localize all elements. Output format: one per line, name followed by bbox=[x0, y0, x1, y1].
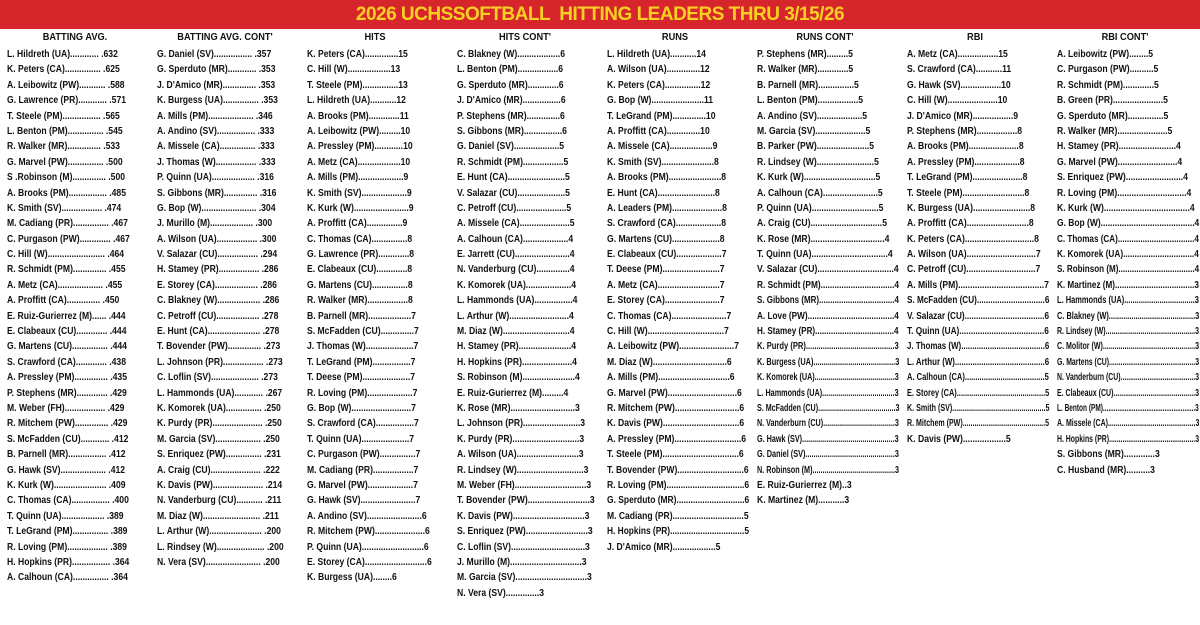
leader-row: T. Bovender (PW).............. .273 bbox=[157, 341, 281, 353]
leader-row: M. Cadiang (PR)............... .467 bbox=[7, 218, 128, 230]
leader-row: H. Stamey (PR)........................4 bbox=[1057, 141, 1181, 153]
leader-row: E. Ruiz-Gurierrez (M).........4 bbox=[457, 387, 569, 399]
leader-row: A. Proffitt (CA)..........................8 bbox=[907, 218, 1034, 230]
leader-row: R. Schmidt (PM).................5 bbox=[457, 156, 569, 168]
column-heading: HITS CONT' bbox=[498, 31, 551, 43]
leader-row: C. Hill (W).....................10 bbox=[907, 95, 1008, 107]
leader-row: E. Storey (CA)..........................6 bbox=[307, 556, 432, 568]
leader-row: T. Quinn (UA).....................................6 bbox=[907, 326, 1049, 338]
leader-row: S. McFadden (CU).......................................3 bbox=[757, 402, 900, 414]
leader-row: A. Brooks (PM).....................8 bbox=[907, 141, 1024, 153]
leader-row: J. D'Amico (MR)..................5 bbox=[607, 541, 721, 553]
leader-row: R. Mitchem (PW).............. .429 bbox=[7, 418, 128, 430]
leader-row: G. Bop (W).........................7 bbox=[307, 402, 416, 414]
leader-row: L. Benton (PM).................5 bbox=[757, 95, 864, 107]
leader-row: R. Loving (PM).................................6 bbox=[607, 479, 750, 491]
leader-list bbox=[607, 47, 750, 555]
leader-row: R. Walker (MR).................8 bbox=[307, 295, 413, 307]
leader-row: P. Quinn (UA)............................5 bbox=[757, 202, 884, 214]
leader-row: G. Marvel (PW).........................4 bbox=[1057, 156, 1183, 168]
leader-row: G. Marvel (PW).............................6 bbox=[607, 387, 742, 399]
leader-row: A. Pressley (PM)............10 bbox=[307, 141, 413, 153]
leader-row: E. Storey (CA).......................7 bbox=[607, 295, 725, 307]
leader-row: P. Stephens (MR)............. .429 bbox=[7, 387, 127, 399]
leader-list bbox=[7, 47, 150, 586]
leader-row: C. Hill (W)........................ .464 bbox=[7, 249, 125, 261]
leader-row: E. Storey (CA).................. .286 bbox=[157, 279, 277, 291]
leader-row: G. Marvel (PW)............... .500 bbox=[7, 156, 123, 168]
leader-row: A. Proffitt (CA)..............10 bbox=[607, 125, 710, 137]
leader-row: P. Quinn (UA).................. .316 bbox=[157, 172, 274, 184]
leader-row: A. Metz (CA).................15 bbox=[907, 49, 1008, 60]
column-heading: RUNS bbox=[661, 31, 689, 43]
leader-row: G. Daniel (SV)...................5 bbox=[457, 141, 565, 153]
leader-row: K. Purdy (PR)..........................................3 bbox=[757, 341, 899, 353]
leader-row: N. Vanderburg (CU)........... .211 bbox=[157, 495, 282, 507]
leader-row: N. Vanderburg (CU)..............4 bbox=[457, 264, 575, 276]
leader-row: G. Hawk (SV).................10 bbox=[907, 79, 1011, 91]
leader-row: K. Burgess (UA)........6 bbox=[307, 572, 397, 584]
leader-row: M. Cadiang (PR)..............................5 bbox=[607, 510, 749, 522]
leader-row: K. Burgess (UA)........................................3 bbox=[757, 356, 900, 368]
leader-row: R. Loving (PM)...................7 bbox=[307, 387, 418, 399]
leader-row: K. Smith (SV)...................9 bbox=[307, 187, 412, 199]
column-heading: BATTING AVG. bbox=[42, 31, 108, 43]
leader-row: E. Hunt (CA)...................... .278 bbox=[157, 326, 280, 338]
leader-row: E. Hunt (CA)........................5 bbox=[457, 172, 570, 184]
leader-row: S. McFadden (CU)..............7 bbox=[307, 326, 419, 338]
leader-row: R. Loving (PM)................. .389 bbox=[7, 541, 127, 553]
leader-row: G. Sperduto (MR)...............5 bbox=[1057, 110, 1169, 122]
leader-row: A. Proffitt (CA).............. .450 bbox=[7, 295, 120, 307]
leader-row: H. Hopkins (PR)................................5 bbox=[607, 526, 749, 538]
leader-row: S. Gibbons (MR)................6 bbox=[457, 125, 567, 137]
leader-row: S. Enriquez (PW)..........................3 bbox=[457, 526, 593, 538]
leader-row: G. Bop (W)......................11 bbox=[607, 95, 714, 107]
leader-row: J. Murillo (M)..............................3 bbox=[457, 556, 587, 568]
leader-row: P. Quinn (UA)..........................6 bbox=[307, 541, 429, 553]
leader-row: A. Leibowitz (PW).........10 bbox=[307, 125, 411, 137]
leader-row: G. Daniel (SV)............................................3 bbox=[757, 449, 899, 461]
leader-row: E. Ruiz-Gurierrez (M)...... .444 bbox=[7, 310, 126, 322]
leader-row: P. Stephens (MR).........5 bbox=[757, 49, 853, 60]
leader-row: G. Sperduto (MR).............6 bbox=[457, 79, 564, 91]
leader-row: H. Hopkins (PR)................ .364 bbox=[7, 556, 130, 568]
leader-row: R. Schmidt (PM).............. .455 bbox=[7, 264, 126, 276]
leader-row: K. Komorek (UA)...............................4 bbox=[1057, 249, 1199, 261]
column-runs-cont bbox=[750, 29, 900, 625]
leader-row: A. Missele (CA).....................5 bbox=[457, 218, 575, 230]
leader-row: R. Schmidt (PM).............5 bbox=[1057, 79, 1159, 91]
leader-row: K. Martinez (M)...................................3 bbox=[1057, 279, 1199, 291]
leader-row: T. LeGrand (PM).....................8 bbox=[907, 172, 1028, 184]
leader-row: L. Hildreth (UA)............ .632 bbox=[7, 49, 118, 60]
leader-row: B. Green (PR).....................5 bbox=[1057, 95, 1168, 107]
column-heading: HITS bbox=[364, 31, 386, 43]
leader-row: K. Komorek (UA)...................4 bbox=[457, 279, 576, 291]
leader-row: T. Bovender (PW)............................6 bbox=[607, 464, 749, 476]
leader-row: J. Murillo (M).................. .300 bbox=[157, 218, 273, 230]
leader-columns bbox=[0, 29, 1200, 625]
leader-row: A. Mills (PM)...................9 bbox=[307, 172, 409, 184]
leader-row: T. Quinn (UA)................................4 bbox=[757, 249, 893, 261]
leader-row: T. Steele (PM)................................6 bbox=[607, 449, 744, 461]
leader-row: T. Bovender (PW)..........................3 bbox=[457, 495, 595, 507]
column-runs bbox=[600, 29, 750, 625]
leader-row: L. Benton (PM)...................................................3 bbox=[1057, 402, 1199, 414]
leader-row: G. Lawrence (PR).............8 bbox=[307, 249, 415, 261]
leader-row: S .Robinson (M).............. .500 bbox=[7, 172, 126, 184]
leader-row: H. Hopkins (PR).....................4 bbox=[457, 356, 577, 368]
leader-row: N. Vera (SV)....................... .200 bbox=[157, 556, 280, 568]
leader-row: S. McFadden (CU)............ .412 bbox=[7, 433, 129, 445]
leader-row: S. Robinson (M)..................................4 bbox=[1057, 264, 1200, 276]
column-batting-avg-cont bbox=[150, 29, 300, 625]
leader-row: A. Leibowitz (PW)........5 bbox=[1057, 49, 1154, 60]
leader-row: B. Parnell (MR)..................7 bbox=[307, 310, 416, 322]
leader-row: M. Garcia (SV)..............................3 bbox=[457, 572, 592, 584]
leader-row: J. Thomas (W)................. .333 bbox=[157, 156, 276, 168]
leader-row: A. Love (PW)......................................4 bbox=[757, 310, 899, 322]
leader-row: C. Purgason (PW)..........5 bbox=[1057, 64, 1159, 76]
leader-row: E. Ruiz-Gurierrez (M)..3 bbox=[757, 479, 852, 491]
leader-row: K. Kurk (W)..............................5 bbox=[757, 172, 881, 184]
leader-row: L. Hildreth (UA)...........12 bbox=[307, 95, 406, 107]
leader-row: A. Wilson (UA)................. .300 bbox=[157, 233, 277, 245]
leader-row: A. Calhoun (CA).......................5 bbox=[757, 187, 883, 199]
leader-row: A. Missele (CA).............................................3 bbox=[1057, 418, 1200, 430]
leader-row: P. Stephens (MR)..............6 bbox=[457, 110, 565, 122]
column-hits bbox=[300, 29, 450, 625]
leader-row: G. Martens (CU)...............8 bbox=[307, 279, 413, 291]
leader-row: S. Gibbons (MR).............3 bbox=[1057, 449, 1160, 461]
leader-row: E. Clabeaux (CU)............. .444 bbox=[7, 326, 127, 338]
leader-row: K. Komorek (UA)............... .250 bbox=[157, 402, 281, 414]
leader-row: G. Sperduto (MR).............................6 bbox=[607, 495, 750, 507]
leader-row: C. Hill (W)..................13 bbox=[307, 64, 401, 76]
title-banner: 2026 UCHSSOFTBALL HITTING LEADERS THRU 3/15/26 bbox=[0, 0, 1200, 29]
leader-row: E. Storey (CA)...........................................5 bbox=[907, 387, 1050, 399]
leader-row: G. Bop (W)....................... .304 bbox=[157, 202, 276, 214]
leader-list bbox=[457, 47, 600, 601]
leader-row: E. Hunt (CA)........................8 bbox=[607, 187, 720, 199]
leader-row: A. Missele (CA)..................9 bbox=[607, 141, 718, 153]
leader-row: M. Diaz (W)............................4 bbox=[457, 326, 575, 338]
leader-row: R. Mitchem (PW)...........................6 bbox=[607, 402, 745, 414]
leader-row: T. LeGrand (PM)................7 bbox=[307, 356, 416, 368]
leader-row: A. Leaders (PM).....................8 bbox=[607, 202, 727, 214]
leader-row: G. Marvel (PW)...................7 bbox=[307, 479, 418, 491]
leader-row: L. Hammonds (UA)................4 bbox=[457, 295, 578, 307]
column-heading: BATTING AVG. CONT' bbox=[177, 31, 273, 43]
leader-row: T. Steele (PM)..........................8 bbox=[907, 187, 1030, 199]
leader-row: C. Purgason (PW)............. .467 bbox=[7, 233, 130, 245]
leader-row: K. Smith (SV)......................8 bbox=[607, 156, 719, 168]
leader-list bbox=[1057, 47, 1200, 478]
leader-row: G. Martens (CU)............... .444 bbox=[7, 341, 127, 353]
leader-row: C. Petroff (CU).................. .278 bbox=[157, 310, 279, 322]
leader-row: K. Martinez (M)...........3 bbox=[757, 495, 850, 507]
column-heading: RBI CONT' bbox=[1101, 31, 1149, 43]
leader-row: C. Loflin (SV)...............................3 bbox=[457, 541, 590, 553]
leader-row: P. Stephens (MR).................8 bbox=[907, 125, 1023, 137]
leader-row: T. Quinn (UA).................. .389 bbox=[7, 510, 124, 522]
leader-row: C. Loflin (SV).................... .273 bbox=[157, 372, 278, 384]
leader-row: J. D'Amico (MR)................6 bbox=[457, 95, 566, 107]
leader-row: M. Cadiang (PR).................7 bbox=[307, 464, 419, 476]
leader-row: K. Kurk (W)...................... .409 bbox=[7, 479, 126, 491]
leader-row: E. Jarrett (CU).......................4 bbox=[457, 249, 575, 261]
leader-row: K. Purdy (PR)..................... .250 bbox=[157, 418, 282, 430]
leader-row: A. Metz (CA)..................10 bbox=[307, 156, 411, 168]
leader-row: E. Clabeaux (CU).............8 bbox=[307, 264, 413, 276]
leader-row: S. McFadden (CU)..............................6 bbox=[907, 295, 1050, 307]
leader-row: A. Wilson (UA)..............12 bbox=[607, 64, 710, 76]
leader-row: T. Quinn (UA)....................7 bbox=[307, 433, 415, 445]
leader-row: K. Purdy (PR)............................3 bbox=[457, 433, 585, 445]
leader-row: A. Pressley (PM)...................8 bbox=[907, 156, 1025, 168]
leader-row: C. Petroff (CU).....................5 bbox=[457, 202, 572, 214]
leader-row: R. Walker (MR).....................5 bbox=[1057, 125, 1173, 137]
leader-row: M. Weber (FH)................. .429 bbox=[7, 402, 125, 414]
leader-row: N. Vanderburn (CU).......................................3 bbox=[1057, 372, 1200, 384]
leader-row: L. Arthur (W).........................4 bbox=[457, 310, 574, 322]
leader-row: T. Deese (PM)........................7 bbox=[607, 264, 725, 276]
leader-row: K. Komorek (UA)........................................3 bbox=[757, 372, 899, 384]
leader-row: M. Garcia (SV).....................5 bbox=[757, 125, 871, 137]
leader-row: L. Benton (PM).................6 bbox=[457, 64, 564, 76]
leader-row: R. Schmidt (PM)................................4 bbox=[757, 279, 900, 291]
leader-row: C. Blakney (W)..................6 bbox=[457, 49, 566, 60]
leader-row: K. Rose (MR)...........................3 bbox=[457, 402, 580, 414]
leader-row: A. Mills (PM)....................................7 bbox=[907, 279, 1049, 291]
leader-row: C. Thomas (CA)...............8 bbox=[307, 233, 413, 245]
leader-row: T. Deese (PM)....................7 bbox=[307, 372, 416, 384]
leader-row: A. Andino (SV)................ .333 bbox=[157, 125, 275, 137]
leader-row: L. Hammonds (UA)....................................3 bbox=[757, 387, 899, 399]
leader-row: K. Smith (SV)...............................................5 bbox=[907, 402, 1050, 414]
column-rbi-cont bbox=[1050, 29, 1200, 625]
leader-row: A. Andino (SV).......................6 bbox=[307, 510, 427, 522]
leader-row: G. Hawk (SV).......................7 bbox=[307, 495, 421, 507]
leader-row: A. Craig (CU)..................... .222 bbox=[157, 464, 280, 476]
column-heading: RBI bbox=[967, 31, 983, 43]
leader-row: A. Metz (CA)..........................7 bbox=[607, 279, 725, 291]
leader-row: R. Mitchem (PW)..........................................5 bbox=[907, 418, 1050, 430]
leader-row: M. Diaz (W)........................ .211 bbox=[157, 510, 279, 522]
leader-row: H. Stamey (PR)................. .286 bbox=[157, 264, 279, 276]
leader-row: A. Missele (CA)............... .333 bbox=[157, 141, 275, 153]
leader-row: G. Martens (CU).............................................3 bbox=[1057, 356, 1200, 368]
leader-row: R. Lindsey (W)........................5 bbox=[757, 156, 879, 168]
leader-row: G. Bop (W)........................................4 bbox=[1057, 218, 1200, 230]
leader-row: T. Steele (PM)...............13 bbox=[307, 79, 408, 91]
leader-row: C. Thomas (CA).......................7 bbox=[607, 310, 732, 322]
leader-row: S. Crawford (CA)................7 bbox=[307, 418, 419, 430]
leader-row: K. Peters (CA).............................8 bbox=[907, 233, 1039, 245]
leader-row: M. Garcia (SV)................... .250 bbox=[157, 433, 280, 445]
leader-row: R. Loving (PM).............................4 bbox=[1057, 187, 1192, 199]
leader-row: R. Lindsey (W)............................3 bbox=[457, 464, 589, 476]
leader-row: A. Brooks (PM).............11 bbox=[307, 110, 409, 122]
leader-row: A. Pressley (PM)............................6 bbox=[607, 433, 747, 445]
leader-row: A. Calhoun (CA)......................................5 bbox=[907, 372, 1049, 384]
leader-row: S. Crawford (CA)............. .438 bbox=[7, 356, 126, 368]
leader-row: C. Petroff (CU).............................7 bbox=[907, 264, 1041, 276]
leader-row: A. Andino (SV)...................5 bbox=[757, 110, 868, 122]
leader-row: K. Davis (PW)................................6 bbox=[607, 418, 745, 430]
leader-row: S. Gibbons (MR)..................................4 bbox=[757, 295, 899, 307]
leader-row: C. Blakney (W).................. .286 bbox=[157, 295, 280, 307]
leader-row: S. Enriquez (PW)............... .231 bbox=[157, 449, 281, 461]
leader-row: V. Salazar (CU)................................4 bbox=[757, 264, 899, 276]
leader-row: N. Vera (SV)..............3 bbox=[457, 587, 544, 599]
leader-row: A. Pressley (PM).............. .435 bbox=[7, 372, 127, 384]
leader-row: L. Rindsey (W).................... .200 bbox=[157, 541, 284, 553]
leader-row: T. Steele (PM)................ .565 bbox=[7, 110, 120, 122]
column-batting-avg bbox=[0, 29, 150, 625]
leader-row: J. Thomas (W)......................................6 bbox=[907, 341, 1050, 353]
leader-row: G. Daniel (SV)................ .357 bbox=[157, 49, 272, 60]
leader-row: G. Lawrence (PR)............ .571 bbox=[7, 95, 127, 107]
leader-row: C. Husband (MR)..........3 bbox=[1057, 464, 1155, 476]
leader-row: T. LeGrand (PM)............... .389 bbox=[7, 526, 128, 538]
leader-row: K. Smith (SV)................. .474 bbox=[7, 202, 122, 214]
leader-row: A. Wilson (UA).............................7 bbox=[907, 249, 1041, 261]
leader-row: S. Enriquez (PW)........................4 bbox=[1057, 172, 1188, 184]
leader-row: K. Peters (CA)...............12 bbox=[607, 79, 711, 91]
leader-row: K. Peters (CA)............... .625 bbox=[7, 64, 120, 76]
leader-row: R. Walker (MR).............. .533 bbox=[7, 141, 120, 153]
leader-row: K. Rose (MR)...............................4 bbox=[757, 233, 890, 245]
leader-row: J. D'Amico (MR).................9 bbox=[907, 110, 1018, 122]
leader-list bbox=[907, 47, 1050, 447]
leader-row: K. Kurk (W).......................9 bbox=[307, 202, 414, 214]
leader-row: A. Calhoun (CA)............... .364 bbox=[7, 572, 128, 584]
leader-row: A. Leibowitz (PW).......................7 bbox=[607, 341, 739, 353]
leader-row: A. Proffitt (CA)...............9 bbox=[307, 218, 408, 230]
column-heading: RUNS CONT' bbox=[796, 31, 854, 43]
leader-row: M. Diaz (W)...............................6 bbox=[607, 356, 732, 368]
column-hits-cont bbox=[450, 29, 600, 625]
leader-row: B. Parker (PW)......................5 bbox=[757, 141, 875, 153]
leader-row: C. Hill (W)................................7 bbox=[607, 326, 729, 338]
leader-row: J. Thomas (W)....................7 bbox=[307, 341, 419, 353]
leader-row: S. Robinson (M)......................4 bbox=[457, 372, 580, 384]
leader-row: G. Sperduto (MR)............ .353 bbox=[157, 64, 276, 76]
leader-row: A. Calhoun (CA)...................4 bbox=[457, 233, 574, 245]
leader-row: G. Martens (CU)....................8 bbox=[607, 233, 725, 245]
leader-row: V. Salazar (CU)....................5 bbox=[457, 187, 570, 199]
leader-row: C. Purgason (PW)...............7 bbox=[307, 449, 421, 461]
leader-row: A. Metz (CA)................... .455 bbox=[7, 279, 123, 291]
leader-row: R. Walker (MR).............5 bbox=[757, 64, 854, 76]
leader-list bbox=[307, 47, 450, 586]
leader-row: L. Johnson (PR)................. .273 bbox=[157, 356, 283, 368]
leader-row: S. Gibbons (MR).............. .316 bbox=[157, 187, 277, 199]
column-rbi bbox=[900, 29, 1050, 625]
leader-row: C. Blakney (W)..........................................3 bbox=[1057, 310, 1200, 322]
leader-row: G. Hawk (SV)..............................................3 bbox=[757, 433, 899, 445]
leader-row: N. Robinson (M).........................................3 bbox=[757, 464, 899, 476]
leader-row: K. Burgess (UA)........................8 bbox=[907, 202, 1036, 214]
leader-row: A. Mills (PM)..............................6 bbox=[607, 372, 735, 384]
leader-list bbox=[757, 47, 900, 509]
leader-row: E. Clabeaux (CU)..........................................3 bbox=[1057, 387, 1199, 399]
leader-row: J. D'Amico (MR).............. .353 bbox=[157, 79, 276, 91]
leader-row: A. Craig (CU)..............................5 bbox=[757, 218, 887, 230]
leader-row: L. Benton (PM)............... .545 bbox=[7, 125, 123, 137]
leader-row: L. Johnson (PR)........................3 bbox=[457, 418, 586, 430]
leader-row: S. Crawford (CA)...................8 bbox=[607, 218, 726, 230]
leader-row: B. Parnell (MR)................ .412 bbox=[7, 449, 126, 461]
leader-row: E. Clabeaux (CU)...................7 bbox=[607, 249, 727, 261]
leader-row: H. Stamey (PR)......................4 bbox=[457, 341, 577, 353]
leader-row: K. Davis (PW)..................5 bbox=[907, 433, 1011, 445]
leader-row: A. Mills (PM)................... .346 bbox=[157, 110, 273, 122]
leader-row: L. Hildreth (UA)...........14 bbox=[607, 49, 706, 60]
leader-row: V. Salazar (CU)...................................6 bbox=[907, 310, 1050, 322]
leader-row: A. Wilson (UA)..........................3 bbox=[457, 449, 584, 461]
leader-row: L. Arthur (W).........................................6 bbox=[907, 356, 1050, 368]
leader-row: A. Brooks (PM)......................8 bbox=[607, 172, 726, 184]
leader-row: R. Mitchem (PW).....................6 bbox=[307, 526, 430, 538]
leader-list bbox=[157, 47, 300, 570]
leader-row: N. Vanderburn (CU)....................................3 bbox=[757, 418, 899, 430]
leader-row: A. Leibowitz (PW)........... .588 bbox=[7, 79, 125, 91]
leader-row: K. Peters (CA)..............15 bbox=[307, 49, 408, 60]
leader-row: A. Brooks (PM)................ .485 bbox=[7, 187, 127, 199]
leader-row: K. Davis (PW)..............................3 bbox=[457, 510, 590, 522]
leader-row: M. Weber (FH)..............................3 bbox=[457, 479, 592, 491]
leader-row: B. Parnell (MR)...............5 bbox=[757, 79, 859, 91]
leader-row: G. Hawk (SV)................... .412 bbox=[7, 464, 126, 476]
leader-row: K. Davis (PW)..................... .214 bbox=[157, 479, 283, 491]
leader-row: L. Arthur (W)...................... .200 bbox=[157, 526, 281, 538]
leader-row: H. Hopkins (PR).............................................3 bbox=[1057, 433, 1200, 445]
leader-row: T. LeGrand (PM)..............10 bbox=[607, 110, 716, 122]
leader-row: H. Stamey (PR)...................................4 bbox=[757, 326, 899, 338]
leader-row: R. Lindsey (W)..............................................3 bbox=[1057, 326, 1199, 338]
leader-row: C. Thomas (CA)................ .400 bbox=[7, 495, 129, 507]
leader-row: K. Burgess (UA)............... .353 bbox=[157, 95, 278, 107]
leader-row: C. Molitor (W)...............................................3 bbox=[1057, 341, 1199, 353]
leader-row: K. Kurk (W)....................................4 bbox=[1057, 202, 1195, 214]
leader-row: S. Crawford (CA)...........11 bbox=[907, 64, 1012, 76]
leader-row: L. Hammonds (UA)..................................3 bbox=[1057, 295, 1199, 307]
leader-row: V. Salazar (CU)................. .294 bbox=[157, 249, 278, 261]
leader-row: C. Thomas (CA)..................................4 bbox=[1057, 233, 1199, 245]
leader-row: L. Hammonds (UA)............ .267 bbox=[157, 387, 283, 399]
